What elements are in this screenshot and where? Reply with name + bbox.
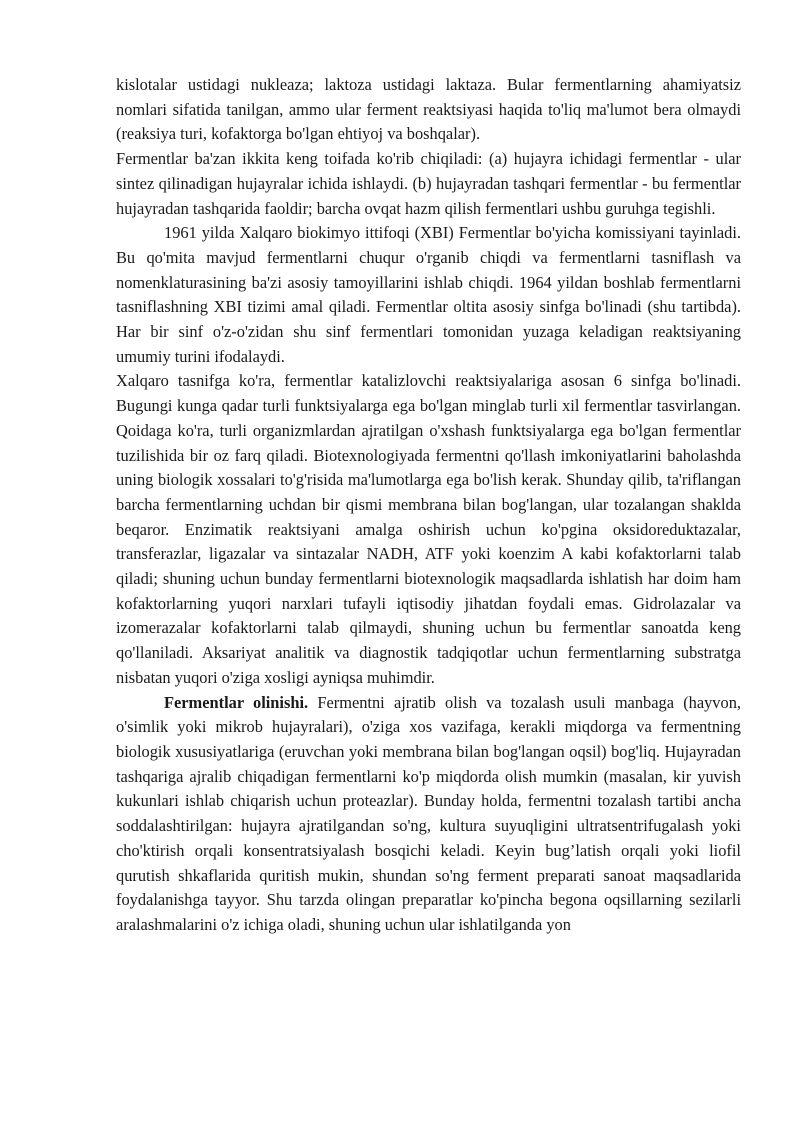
paragraph-enzyme-production-body: Fermentni ajratib olish va tozalash usuli manbaga (hayvon, o'simlik yoki mikrob hujayralari), o'ziga xos vazifaga, kerakli miqdorga va fermentning biologik xususiyatlariga (eruvchan yoki membrana bilan bog'langan oqsil) bog'liq. Hujayradan tashqariga ajralib chiqadigan fermentlarni ko'p miqdorda olish mumkin (masalan, kir yuvish kukunlari ishlab chiqarish uchun proteazlar). Bunday holda, fermentni tozalash tartibi ancha soddalashtirilgan: hujayra ajratilgandan so'ng, kultura suyuqligini ultratsentrifugalash yoki cho'ktirish orqali konsentratsiyalash bosqichi keladi. Keyin bug’latish orqali yoki liofil qurutish shkaflarida quritish mukin, shundan so'ng ferment preparati sanoat maqsadlarida foydalanishga tayyor. Shu tarzda olingan preparatlar ko'pincha begona oqsillarning sezilarli aralashmalarini o'z ichiga oladi, shuning uchun ular ishlatilganda yon [116, 692, 741, 934]
section-heading-enzyme-production: Fermentlar olinishi. [164, 692, 309, 712]
paragraph-enzyme-names: kislotalar ustidagi nukleaza; laktoza ustidagi laktaza. Bular fermentlarning ahamiyatsiz nomlari sifatida tanilgan, ammo ular ferment reaktsiyasi haqida to'liq ma'lumot bera olmaydi (reaksiya turi, kofaktorga bo'lgan ehtiyoj va boshqalar). [116, 75, 741, 144]
paragraph-international-classification: Xalqaro tasnifga ko'ra, fermentlar katalizlovchi reaktsiyalariga asosan 6 sinfga bo'linadi. Bugungi kunga qadar turli funktsiyalarga ega bo'lgan minglab turli xil fermentlar tasvirlangan. Qoidaga ko'ra, turli organizmlardan ajratilgan o'xshash funktsiyalarga ega bo'lgan fermentlar tuzilishida bir oz farq qiladi. Biotexnologiyada fermentni qo'llash imkoniyatlarini baholashda uning biologik xossalari to'g'risida ma'lumotlarga ega bo'lish kerak. Shunday qilib, ta'riflangan barcha fermentlarning uchdan bir qismi membrana bilan bog'langan, ular tozalangan shaklda beqaror. Enzimatik reaktsiyani amalga oshirish uchun ko'pgina oksidoreduktazalar, transferazlar, ligazalar va sintazalar NADH, ATF yoki koenzim A kabi kofaktorlarni talab qiladi; shuning uchun bunday fermentlarni biotexnologik maqsadlarda ishlatish har doim ham kofaktorlarning yuqori narxlari tufayli iqtisodiy jihatdan foydali emas. Gidrolazalar va izomerazalar kofaktorlarni talab qilmaydi, shuning uchun bu fermentlar sanoatda keng qo'llaniladi. Aksariyat analitik va diagnostik tadqiqotlar uchun fermentlarning substratga nisbatan yuqori o'ziga xosligi ayniqsa muhimdir. [116, 371, 741, 687]
paragraph-enzyme-categories: Fermentlar ba'zan ikkita keng toifada ko'rib chiqiladi: (a) hujayra ichidagi fermentlar - ular sintez qilinadigan hujayralar ichida ishlaydi. (b) hujayradan tashqari fermentlar - bu fermentlar hujayradan tashqarida faoldir; barcha ovqat hazm qilish fermentlari ushbu guruhga tegishli. [116, 149, 741, 218]
paragraph-iub-commission: 1961 yilda Xalqaro biokimyo ittifoqi (XBI) Fermentlar bo'yicha komissiyani tayinladi. Bu qo'mita mavjud fermentlarni chuqur o'rganib chiqdi va fermentlarni tasniflash va nomenklaturasining ba'zi asosiy tamoyillarini ishlab chiqdi. 1964 yildan boshlab fermentlarni tasniflashning XBI tizimi amal qiladi. Fermentlar oltita asosiy sinfga bo'linadi (shu tartibda). Har bir sinf o'z-o'zidan shu sinf fermentlari tomonidan yuzaga keladigan reaktsiyaning umumiy turini ifodalaydi. [116, 223, 741, 366]
paragraph-enzyme-production [116, 691, 741, 938]
document-page [116, 73, 741, 938]
